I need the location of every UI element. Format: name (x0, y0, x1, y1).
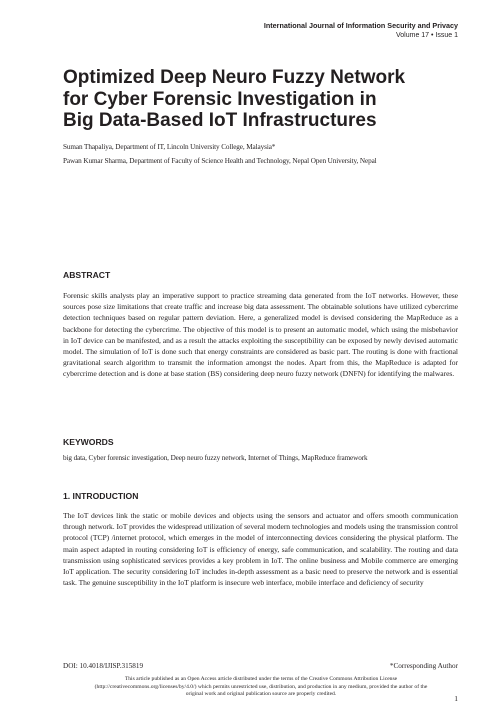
license-notice: This article published as an Open Access article distributed under the terms of the Creative Commons Attribution License (http://creativecommons.org/licenses/by/4.0/) which permits unrestricted use, distribution, and production in any medium, provided the author of the original work and original publication source are properly credited. (94, 676, 428, 698)
journal-name: International Journal of Information Security and Privacy (263, 21, 458, 30)
keywords-text: big data, Cyber forensic investigation, Deep neuro fuzzy network, Internet of Things, MapReduce framework (63, 454, 368, 462)
introduction-heading: 1. INTRODUCTION (63, 491, 139, 501)
author-affiliation: Pawan Kumar Sharma, Department of Faculty of Science Health and Technology, Nepal Open University, Nepal (63, 157, 377, 165)
title-line: for Cyber Forensic Investigation in (63, 88, 377, 110)
corresponding-author-note: *Corresponding Author (389, 662, 458, 670)
page-number: 1 (454, 694, 458, 703)
introduction-text: The IoT devices link the static or mobile devices and objects using the sensors and actuator and offers smooth communication through network. IoT provides the widespread utilization of several modern technologies and models using the transmission control protocol (TCP) /internet protocol, which emerges in the model of interconnecting devices considering the physical platform. The main aspect adapted in routing considering IoT is efficiency of energy, safe communication, and scalability. The routing and data transmission using sophisticated services provides a key problem in IoT. The online business and Mobile commerce are emerging IoT application. The security considering IoT includes in-depth assessment as a basic need to preserve the network and is essential task. The genuine susceptibility in the IoT platform is insecure web interface, mobile interface and deficiency of security (63, 511, 458, 588)
title-line: Optimized Deep Neuro Fuzzy Network (63, 67, 406, 88)
title-line: Big Data-Based IoT Infrastructures (63, 110, 377, 131)
author-affiliation: Suman Thapaliya, Department of IT, Lincoln University College, Malaysia* (63, 143, 276, 151)
doi: DOI: 10.4018/IJISP.315819 (63, 662, 144, 670)
paper-title (63, 67, 463, 132)
abstract-text: Forensic skills analysts play an imperative support to practice streaming data generated from the IoT networks. However, these sources pose size limitations that create traffic and increase big data assessment. The obtainable solutions have utilized cybercrime detection techniques based on regular pattern deviation. Here, a generalized model is devised considering the MapReduce as a backbone for detecting the cybercrime. The objective of this model is to present an automatic model, which using the misbehavior in IoT device can be manifested, and as a result the attacks exploiting the susceptibility can be exposed by newly devised automatic model. The simulation of IoT is done such that energy constraints are considered as basic part. The routing is done with fractional gravitational search algorithm to transmit the information amongst the nodes. Apart from this, the MapReduce is adapted for cybercrime detection and is done at base station (BS) considering deep neuro fuzzy network (DNFN) for identifying the malwares. (63, 291, 458, 379)
volume-issue: Volume 17 • Issue 1 (396, 32, 458, 39)
keywords-heading: KEYWORDS (63, 437, 114, 447)
abstract-heading: ABSTRACT (63, 270, 111, 280)
